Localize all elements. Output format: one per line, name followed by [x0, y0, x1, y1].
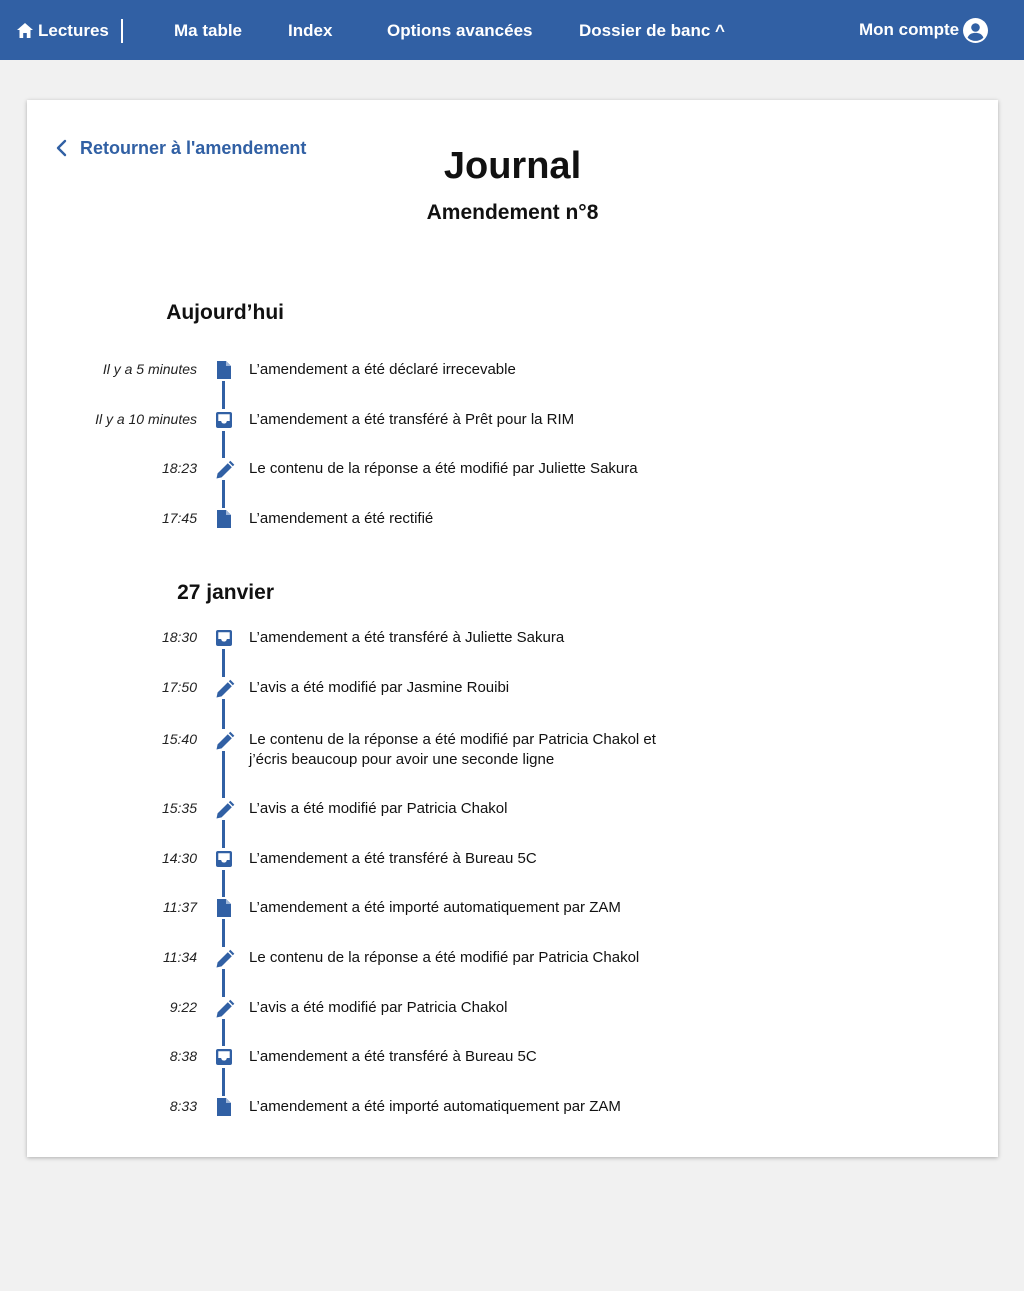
- page-subtitle: Amendement n°8: [426, 201, 599, 224]
- entry-message: Le contenu de la réponse a été modifié par Patricia Chakol: [249, 949, 640, 966]
- pencil-icon: [213, 947, 235, 969]
- pencil-icon: [213, 729, 235, 751]
- top-navigation-bar: [0, 0, 1024, 60]
- entry-message: L’amendement a été transféré à Prêt pour la RIM: [249, 411, 575, 428]
- pencil-icon: [213, 798, 235, 820]
- account-circle-icon[interactable]: [963, 18, 988, 43]
- entry-time: 8:33: [169, 1098, 197, 1114]
- day-heading-today: Aujourd’hui: [166, 301, 284, 324]
- nav-divider: [121, 19, 123, 43]
- entry-time: 11:37: [163, 899, 197, 915]
- entry-time: 9:22: [169, 999, 197, 1015]
- entry-message: L’avis a été modifié par Jasmine Rouibi: [249, 679, 510, 696]
- document-icon: [213, 359, 235, 381]
- pencil-icon: [213, 677, 235, 699]
- pencil-icon: [213, 458, 235, 480]
- nav-ma-table-link[interactable]: Ma table: [174, 21, 243, 40]
- entry-time: Il y a 5 minutes: [102, 361, 197, 377]
- entry-message: Le contenu de la réponse a été modifié par Juliette Sakura: [249, 460, 638, 477]
- timeline-line: [222, 638, 225, 1107]
- home-icon[interactable]: [17, 23, 33, 38]
- nav-account-link[interactable]: Mon compte: [859, 20, 960, 39]
- journal-card: [27, 100, 998, 1157]
- timeline-line: [222, 370, 225, 519]
- back-link-label: Retourner à l'amendement: [80, 138, 307, 158]
- nav-options-avancees-link[interactable]: Options avancées: [387, 21, 533, 40]
- entry-message: L’avis a été modifié par Patricia Chakol: [249, 800, 508, 817]
- entry-message: L’amendement a été transféré à Bureau 5C: [249, 850, 537, 867]
- entry-time: 17:50: [161, 679, 197, 695]
- entry-time: 18:23: [161, 460, 197, 476]
- entry-message: L’avis a été modifié par Patricia Chakol: [249, 999, 508, 1016]
- entry-time: Il y a 10 minutes: [95, 411, 197, 427]
- entry-message: L’amendement a été importé automatiquement par ZAM: [249, 1098, 621, 1115]
- entry-message: Le contenu de la réponse a été modifié par Patricia Chakol et j’écris beaucoup pour avoir une seconde ligne: [249, 731, 656, 768]
- entry-time: 15:40: [161, 731, 197, 747]
- entry-message: L’amendement a été rectifié: [249, 510, 434, 527]
- inbox-icon: [213, 848, 235, 870]
- entry-time: 18:30: [161, 629, 197, 645]
- nav-dossier-de-banc-dropdown[interactable]: Dossier de banc ^: [579, 21, 725, 40]
- entry-message: L’amendement a été déclaré irrecevable: [249, 361, 516, 378]
- nav-index-link[interactable]: Index: [288, 21, 333, 40]
- entry-message: L’amendement a été importé automatiquement par ZAM: [249, 899, 621, 916]
- pencil-icon: [213, 997, 235, 1019]
- inbox-icon: [213, 409, 235, 431]
- entry-time: 11:34: [163, 949, 197, 965]
- entry-time: 8:38: [169, 1048, 197, 1064]
- document-icon: [213, 508, 235, 530]
- document-icon: [213, 897, 235, 919]
- entry-time: 17:45: [161, 510, 197, 526]
- document-icon: [213, 1096, 235, 1118]
- entry-message: L’amendement a été transféré à Juliette Sakura: [249, 629, 565, 646]
- entry-message: L’amendement a été transféré à Bureau 5C: [249, 1048, 537, 1065]
- entry-time: 14:30: [161, 850, 197, 866]
- nav-lectures-link[interactable]: Lectures: [38, 21, 109, 40]
- day-heading-27-janvier: 27 janvier: [177, 581, 274, 604]
- page-title: Journal: [443, 145, 582, 187]
- inbox-icon: [213, 1046, 235, 1068]
- inbox-icon: [213, 627, 235, 649]
- entry-time: 15:35: [161, 800, 197, 816]
